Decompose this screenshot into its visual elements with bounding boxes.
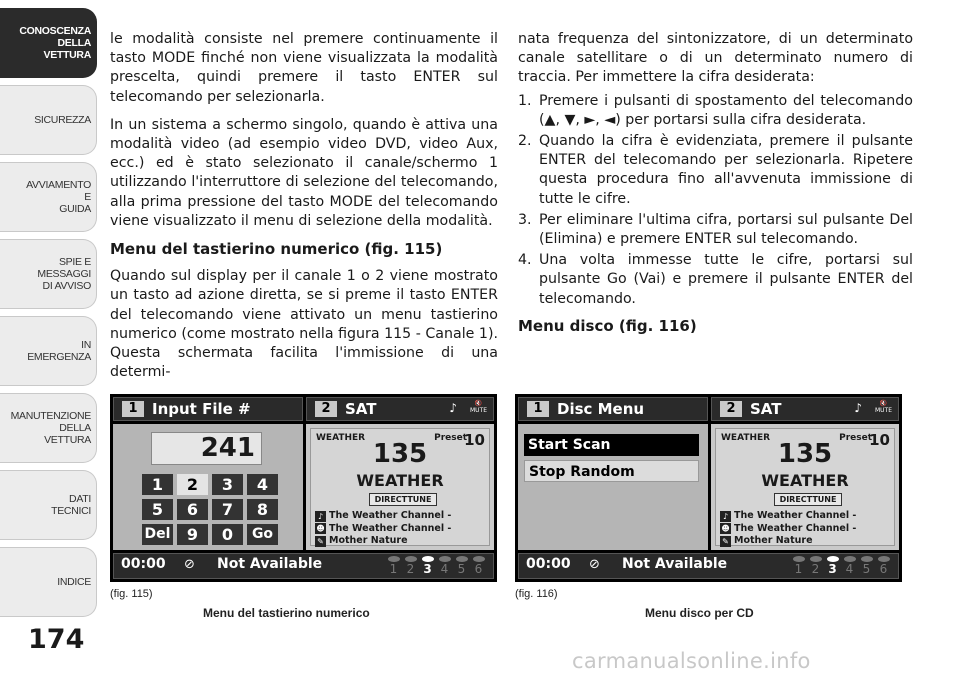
tab-manutenzione-della-vettura[interactable] (0, 393, 97, 463)
key-8[interactable]: 8 (247, 499, 278, 520)
mute-icon[interactable]: 🔇 MUTE (469, 400, 487, 414)
music-note-icon: ♪ (315, 511, 326, 522)
tab-label: IN (81, 339, 91, 351)
left-text-column (110, 30, 498, 391)
tab-label: MANUTENZIONE (10, 410, 91, 422)
figure-caption: Menu del tastierino numerico (203, 606, 370, 620)
screen-title: SAT (750, 400, 782, 418)
tab-spie-e-messaggi[interactable] (0, 239, 97, 309)
preset-1[interactable]: 1 (385, 554, 402, 575)
album-name: Mother Nature (329, 535, 408, 546)
screen-title: SAT (345, 400, 377, 418)
preset-5[interactable]: 5 (453, 554, 470, 575)
key-6[interactable]: 6 (177, 499, 208, 520)
key-del[interactable]: Del (142, 524, 173, 545)
tab-label: AVVIAMENTO (26, 179, 91, 191)
album-row (720, 535, 856, 548)
tab-label: E (84, 191, 91, 203)
channel-number: 135 (372, 439, 428, 469)
tab-dati-tecnici[interactable] (0, 470, 97, 540)
preset-label: Preset (839, 433, 872, 443)
tab-label: VETTURA (43, 49, 91, 61)
station-name: WEATHER (356, 471, 444, 490)
song-row (720, 510, 856, 523)
channel-number: 135 (777, 439, 833, 469)
channel-badge: 1 (122, 401, 144, 417)
preset-3[interactable]: 3 (824, 554, 841, 575)
channel2-header (306, 397, 494, 421)
album-row (315, 535, 451, 548)
key-3[interactable]: 3 (212, 474, 243, 495)
tab-label: DATI (69, 493, 91, 505)
preset-6[interactable]: 6 (470, 554, 487, 575)
pen-icon: ✎ (720, 536, 731, 547)
step-text: Premere i pulsanti di spostamento del telecomando (▲, ▼, ►, ◄) per portarsi sulla cifra desiderata. (539, 92, 913, 128)
channel2-header (711, 397, 899, 421)
right-text-column (518, 30, 913, 344)
preset-2[interactable]: 2 (402, 554, 419, 575)
step-number: 1. (518, 92, 532, 109)
preset-1[interactable]: 1 (790, 554, 807, 575)
steps-list (518, 92, 913, 309)
keypad-screen (110, 394, 497, 582)
start-scan-item[interactable]: Start Scan (524, 434, 699, 456)
album-name: Mother Nature (734, 535, 813, 546)
tab-label: TECNICI (51, 505, 91, 517)
status-text: Not Available (217, 556, 323, 572)
station-name: WEATHER (761, 471, 849, 490)
channel-badge: 1 (527, 401, 549, 417)
key-4[interactable]: 4 (247, 474, 278, 495)
tab-label: DELLA (57, 37, 91, 49)
figure-label: (fig. 116) (515, 588, 558, 600)
preset-3[interactable]: 3 (419, 554, 436, 575)
preset-number: 10 (869, 431, 890, 449)
mute-label: MUTE (874, 407, 892, 414)
signal-icon: ♪ (449, 401, 457, 415)
screen-title: Input File # (152, 400, 251, 418)
artist-name: The Weather Channel - (329, 522, 452, 534)
tab-label: SPIE E (58, 256, 91, 268)
song-title: The Weather Channel - (329, 510, 452, 521)
keypad (142, 474, 278, 545)
radio-panel (711, 424, 899, 550)
tab-label: MESSAGGI (37, 268, 91, 280)
list-item (518, 251, 913, 309)
artist-name: The Weather Channel - (734, 522, 857, 534)
tab-sicurezza[interactable] (0, 85, 97, 155)
tab-label: DI AVVISO (42, 280, 91, 292)
radio-panel (306, 424, 494, 550)
preset-indicators (385, 554, 487, 575)
step-text: Una volta immesse tutte le cifre, portarsi sul pulsante Go (Vai) e premere il pulsante ENTER del telecomando. (539, 252, 913, 307)
tab-label: VETTURA (44, 434, 91, 446)
list-item (518, 92, 913, 130)
key-go[interactable]: Go (247, 524, 278, 545)
step-number: 3. (518, 211, 532, 228)
list-item (518, 132, 913, 209)
person-icon: ☻ (316, 524, 325, 534)
preset-6[interactable]: 6 (875, 554, 892, 575)
section-heading: Menu disco (fig. 116) (518, 316, 697, 335)
keypad-panel (113, 424, 303, 550)
person-icon: ☻ (721, 524, 730, 534)
tab-label: EMERGENZA (27, 351, 91, 363)
clock: 00:00 (526, 556, 571, 572)
song-title: The Weather Channel - (734, 510, 857, 521)
mute-icon[interactable]: 🔇 MUTE (874, 400, 892, 414)
direct-tune-button[interactable]: DIRECTTUNE (369, 493, 437, 506)
tab-avviamento-e-guida[interactable] (0, 162, 97, 232)
band-label: WEATHER (316, 433, 366, 443)
status-bar (518, 553, 899, 579)
tab-label: CONOSCENZA (19, 25, 91, 37)
page-number: 174 (28, 624, 85, 655)
no-headphones-icon: ⊘ (589, 557, 600, 572)
channel-badge: 2 (720, 401, 742, 417)
paragraph: In un sistema a schermo singolo, quando è attiva una modalità video (ad esempio video DVD, video Aux, ecc.) ed è stato selezionato il canale/schermo 1 utilizzando l'interruttore di selezione del telecomando, alla prima pressione del tasto MODE del telecomando viene visualizzato il menu di selezione della modalità. (110, 116, 498, 229)
disc-menu-screen (515, 394, 902, 582)
tab-label: GUIDA (59, 203, 91, 215)
clock: 00:00 (121, 556, 166, 572)
artist-row (315, 523, 451, 536)
tab-indice[interactable] (0, 547, 97, 617)
radio-card (310, 428, 490, 546)
preset-2[interactable]: 2 (807, 554, 824, 575)
status-text: Not Available (622, 556, 728, 572)
channel1-header (518, 397, 708, 421)
tab-in-emergenza[interactable] (0, 316, 97, 386)
pen-icon: ✎ (315, 536, 326, 547)
channel1-header (113, 397, 303, 421)
channel-badge: 2 (315, 401, 337, 417)
band-label: WEATHER (721, 433, 771, 443)
key-5[interactable]: 5 (142, 499, 173, 520)
list-item (518, 211, 913, 249)
preset-number: 10 (464, 431, 485, 449)
key-9[interactable]: 9 (177, 524, 208, 545)
artist-row (720, 523, 856, 536)
key-1[interactable]: 1 (142, 474, 173, 495)
mute-label: MUTE (469, 407, 487, 414)
song-row (315, 510, 451, 523)
paragraph: nata frequenza del sintonizzatore, di un determinato canale satellitare o di un determinato numero di traccia. Per immettere la cifra desiderata: (518, 31, 913, 86)
disc-menu-panel (518, 424, 708, 550)
music-note-icon: ♪ (720, 511, 731, 522)
track-info (315, 510, 451, 548)
step-number: 2. (518, 133, 532, 150)
preset-4[interactable]: 4 (436, 554, 453, 575)
preset-4[interactable]: 4 (841, 554, 858, 575)
track-info (720, 510, 856, 548)
signal-icon: ♪ (854, 401, 862, 415)
tab-label: DELLA (59, 422, 91, 434)
key-2[interactable]: 2 (177, 474, 208, 495)
tab-label: INDICE (57, 576, 91, 588)
preset-label: Preset (434, 433, 467, 443)
paragraph: le modalità consiste nel premere continuamente il tasto MODE finché non viene visualizzata la modalità prescelta, quindi premere il tasto ENTER sul telecomando per selezionarla. (110, 31, 498, 105)
tab-label: SICUREZZA (34, 114, 91, 126)
watermark: carmanualsonline.info (572, 649, 811, 673)
step-text: Quando la cifra è evidenziata, premere il pulsante ENTER del telecomando per selezionarla. Ripetere questa procedura fino all'avvenuta immissione di tutte le cifre. (539, 133, 913, 207)
status-bar (113, 553, 494, 579)
figure-label: (fig. 115) (110, 588, 153, 600)
chapter-sidebar (0, 0, 98, 620)
direct-tune-button[interactable]: DIRECTTUNE (774, 493, 842, 506)
key-7[interactable]: 7 (212, 499, 243, 520)
stop-random-item[interactable]: Stop Random (524, 460, 699, 482)
number-display: 241 (151, 432, 262, 465)
radio-card (715, 428, 895, 546)
no-headphones-icon: ⊘ (184, 557, 195, 572)
figure-caption: Menu disco per CD (645, 606, 754, 620)
section-heading: Menu del tastierino numerico (fig. 115) (110, 240, 443, 259)
preset-5[interactable]: 5 (858, 554, 875, 575)
step-text: Per eliminare l'ultima cifra, portarsi sul pulsante Del (Elimina) e premere ENTER sul telecomando. (539, 211, 913, 248)
screen-title: Disc Menu (557, 400, 645, 418)
paragraph: Quando sul display per il canale 1 o 2 viene mostrato un tasto ad azione diretta, se si preme il tasto ENTER del telecomando viene attivato un menu tastierino numerico (come mostrato nella figura 115 - Canale 1). Questa schermata facilita l'immissione di una determi- (110, 268, 498, 381)
preset-indicators (790, 554, 892, 575)
step-number: 4. (518, 252, 532, 269)
tab-conoscenza-della-vettura[interactable] (0, 8, 97, 78)
key-0[interactable]: 0 (212, 524, 243, 545)
